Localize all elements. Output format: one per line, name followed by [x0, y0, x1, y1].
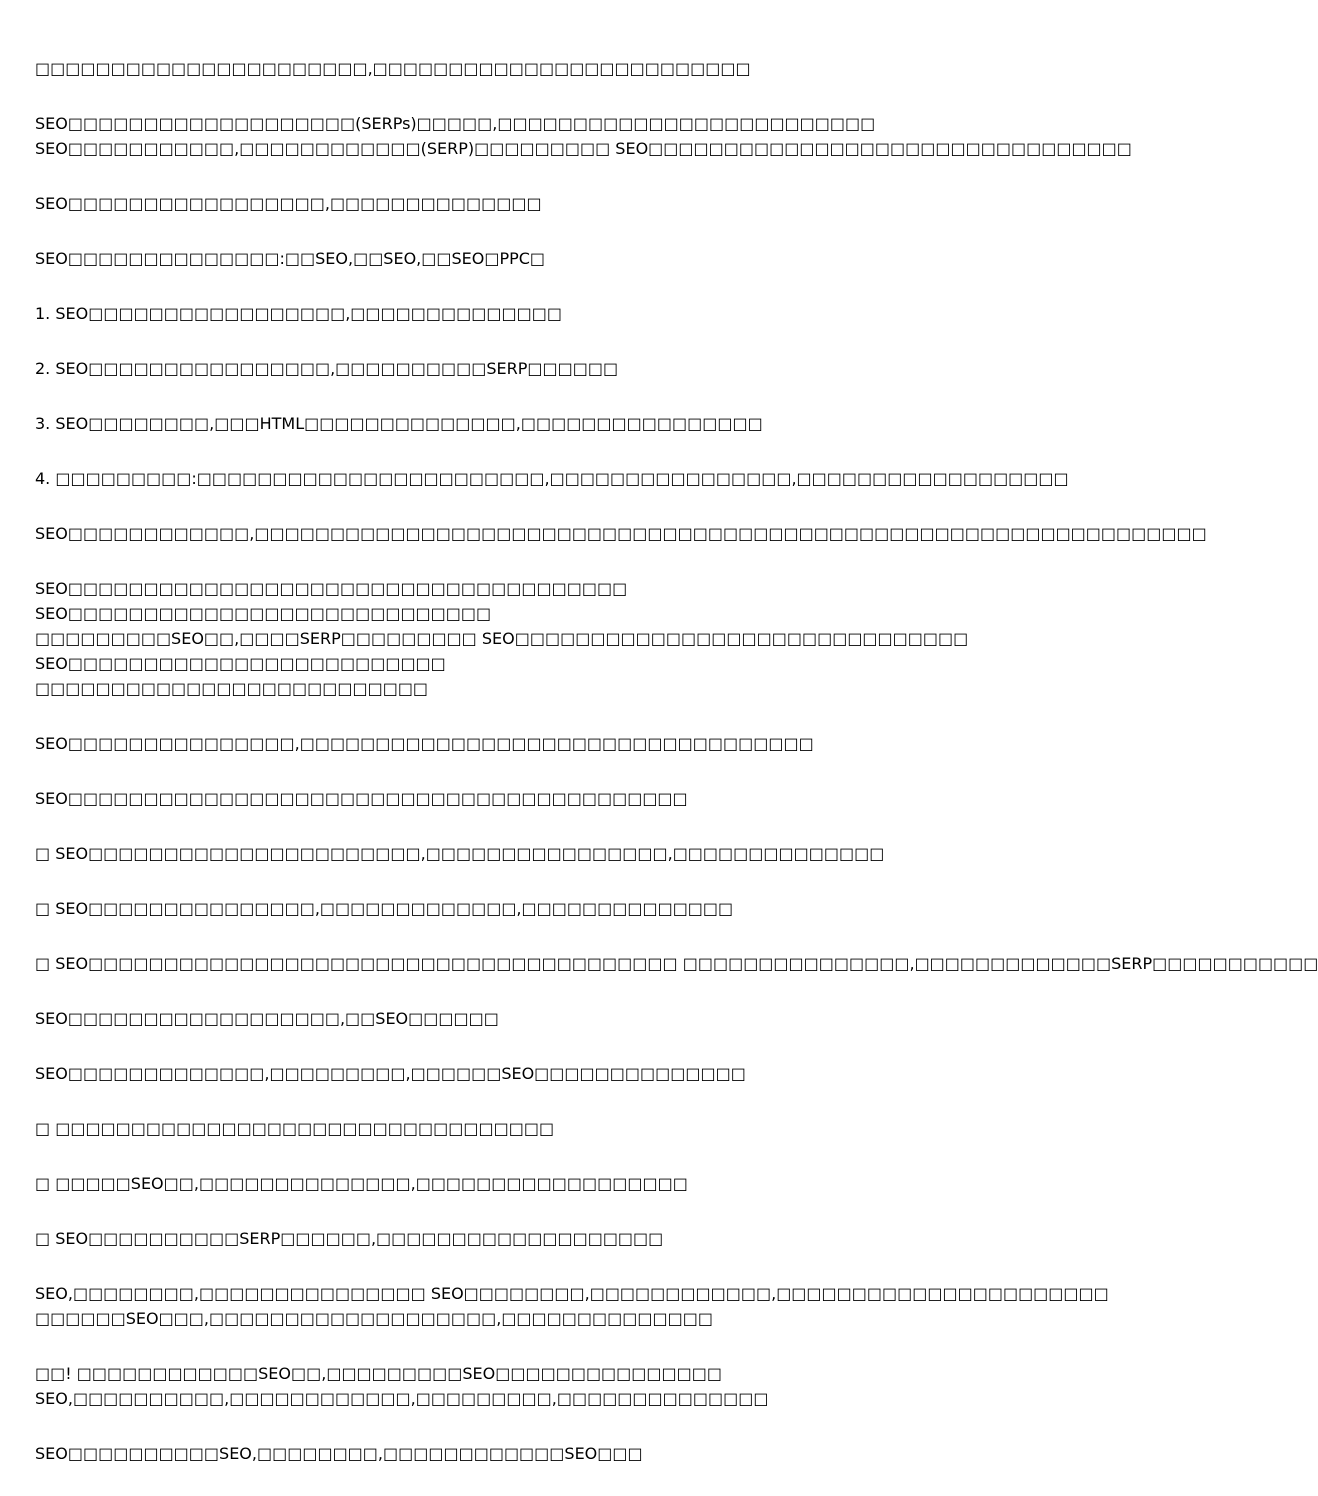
text-line: □ SEO□□□□□□□□□□□□□□□,□□□□□□□□□□□□□,□□□□□□□□□□□□□□ [35, 899, 734, 918]
text-line: □ SEO□□□□□□□□□□□□□□□□□□□□□□,□□□□□□□□□□□□□□□□,□□□□□□□□□□□□□□ [35, 844, 885, 863]
paragraph [35, 1361, 985, 1411]
text-line: SEO□□□□□□□□□□□□□,□□□□□□□□□,□□□□□□SEO□□□□□□□□□□□□□□ [35, 1064, 746, 1083]
paragraph [35, 576, 985, 701]
text-line: SEO□□□□□□□□□□□□□□□□□□□(SERPs)□□□□□,□□□□□□□□□□□□□□□□□□□□□□□□□ [35, 114, 876, 133]
paragraph [35, 466, 1069, 491]
paragraph [35, 1171, 985, 1196]
text-line: □□□□□□□□□SEO□□,□□□□SERP□□□□□□□□□ SEO□□□□□□□□□□□□□□□□□□□□□□□□□□□□□□ SEO□□□□□□□□□□□□□□□□□□□□□□□□□ [35, 629, 969, 673]
text-line: □ □□□□□□□□□□□□□□□□□□□□□□□□□□□□□□□□□ [35, 1119, 555, 1138]
document-body [35, 56, 1318, 1496]
text-line: SEO□□□□□□□□□□SEO,□□□□□□□□,□□□□□□□□□□□□SEO□□□ [35, 1444, 643, 1463]
paragraph [35, 56, 985, 81]
text-line: SEO,□□□□□□□□,□□□□□□□□□□□□□□□ SEO□□□□□□□□,□□□□□□□□□□□□,□□□□□□□□□□□□□□□□□□□□□□ [35, 1284, 1109, 1303]
paragraph [35, 841, 985, 866]
text-line: SEO□□□□□□□□□□□□□□□□□□,□□SEO□□□□□□ [35, 1009, 499, 1028]
paragraph [35, 356, 985, 381]
paragraph [35, 1281, 1109, 1331]
paragraph [35, 1226, 985, 1251]
paragraph [35, 411, 985, 436]
text-line: SEO□□□□□□□□□□□□□□:□□SEO,□□SEO,□□SEO□PPC□ [35, 249, 546, 268]
paragraph [35, 896, 985, 921]
paragraph [35, 1116, 985, 1141]
text-line: 1. SEO□□□□□□□□□□□□□□□□□,□□□□□□□□□□□□□□ [35, 304, 562, 323]
text-line: SEO□□□□□□□□□□□□□□□□□□□□□□□□□□□□□□□□□□□□□ SEO□□□□□□□□□□□□□□□□□□□□□□□□□□□□ [35, 579, 628, 623]
paragraph [35, 1006, 985, 1031]
text-line: 4. □□□□□□□□□:□□□□□□□□□□□□□□□□□□□□□□□,□□□□□□□□□□□□□□□□,□□□□□□□□□□□□□□□□□□ [35, 469, 1069, 488]
paragraph [35, 521, 1207, 546]
paragraph [35, 1061, 985, 1086]
paragraph [35, 191, 985, 216]
paragraph [35, 951, 1318, 976]
text-line: □ SEO□□□□□□□□□□□□□□□□□□□□□□□□□□□□□□□□□□□□□□□ □□□□□□□□□□□□□□□,□□□□□□□□□□□□□SERP□□□□□□□□□□□ [35, 954, 1318, 973]
text-line: □□□□□□□□□□□□□□□□□□□□□□,□□□□□□□□□□□□□□□□□□□□□□□□□ [35, 59, 751, 78]
text-line: 3. SEO□□□□□□□□,□□□HTML□□□□□□□□□□□□□□,□□□□□□□□□□□□□□□□ [35, 414, 763, 433]
text-line: SEO,□□□□□□□□□□,□□□□□□□□□□□□,□□□□□□□□□,□□□□□□□□□□□□□□ [35, 1389, 769, 1408]
text-line: □□□□□□□□□□□□□□□□□□□□□□□□□□ [35, 679, 429, 698]
text-line: □ □□□□□SEO□□,□□□□□□□□□□□□□□,□□□□□□□□□□□□□□□□□□ [35, 1174, 688, 1193]
paragraph [35, 246, 985, 271]
paragraph [35, 786, 985, 811]
paragraph [35, 111, 1132, 161]
text-line: SEO□□□□□□□□□□□□□□□,□□□□□□□□□□□□□□□□□□□□□□□□□□□□□□□□□□ [35, 734, 814, 753]
text-line: SEO□□□□□□□□□□□,□□□□□□□□□□□□(SERP)□□□□□□□□□ SEO□□□□□□□□□□□□□□□□□□□□□□□□□□□□□□□□ [35, 139, 1132, 158]
text-line: □ SEO□□□□□□□□□□SERP□□□□□□,□□□□□□□□□□□□□□□□□□□ [35, 1229, 664, 1248]
text-line: SEO□□□□□□□□□□□□□□□□□,□□□□□□□□□□□□□□ [35, 194, 542, 213]
text-line: □□□□□□SEO□□□,□□□□□□□□□□□□□□□□□□□,□□□□□□□□□□□□□□ [35, 1309, 713, 1328]
paragraph [35, 731, 985, 756]
text-line: □□! □□□□□□□□□□□□SEO□□,□□□□□□□□□SEO□□□□□□□□□□□□□□□ [35, 1364, 722, 1383]
text-line: 2. SEO□□□□□□□□□□□□□□□□,□□□□□□□□□□SERP□□□□□□ [35, 359, 619, 378]
text-line: SEO□□□□□□□□□□□□,□□□□□□□□□□□□□□□□□□□□□□□□□□□□□□□□□□□□□□□□□□□□□□□□□□□□□□□□□□□□□□□ [35, 524, 1207, 543]
paragraph [35, 1441, 985, 1466]
text-line: SEO□□□□□□□□□□□□□□□□□□□□□□□□□□□□□□□□□□□□□□□□□ [35, 789, 688, 808]
paragraph [35, 301, 985, 326]
